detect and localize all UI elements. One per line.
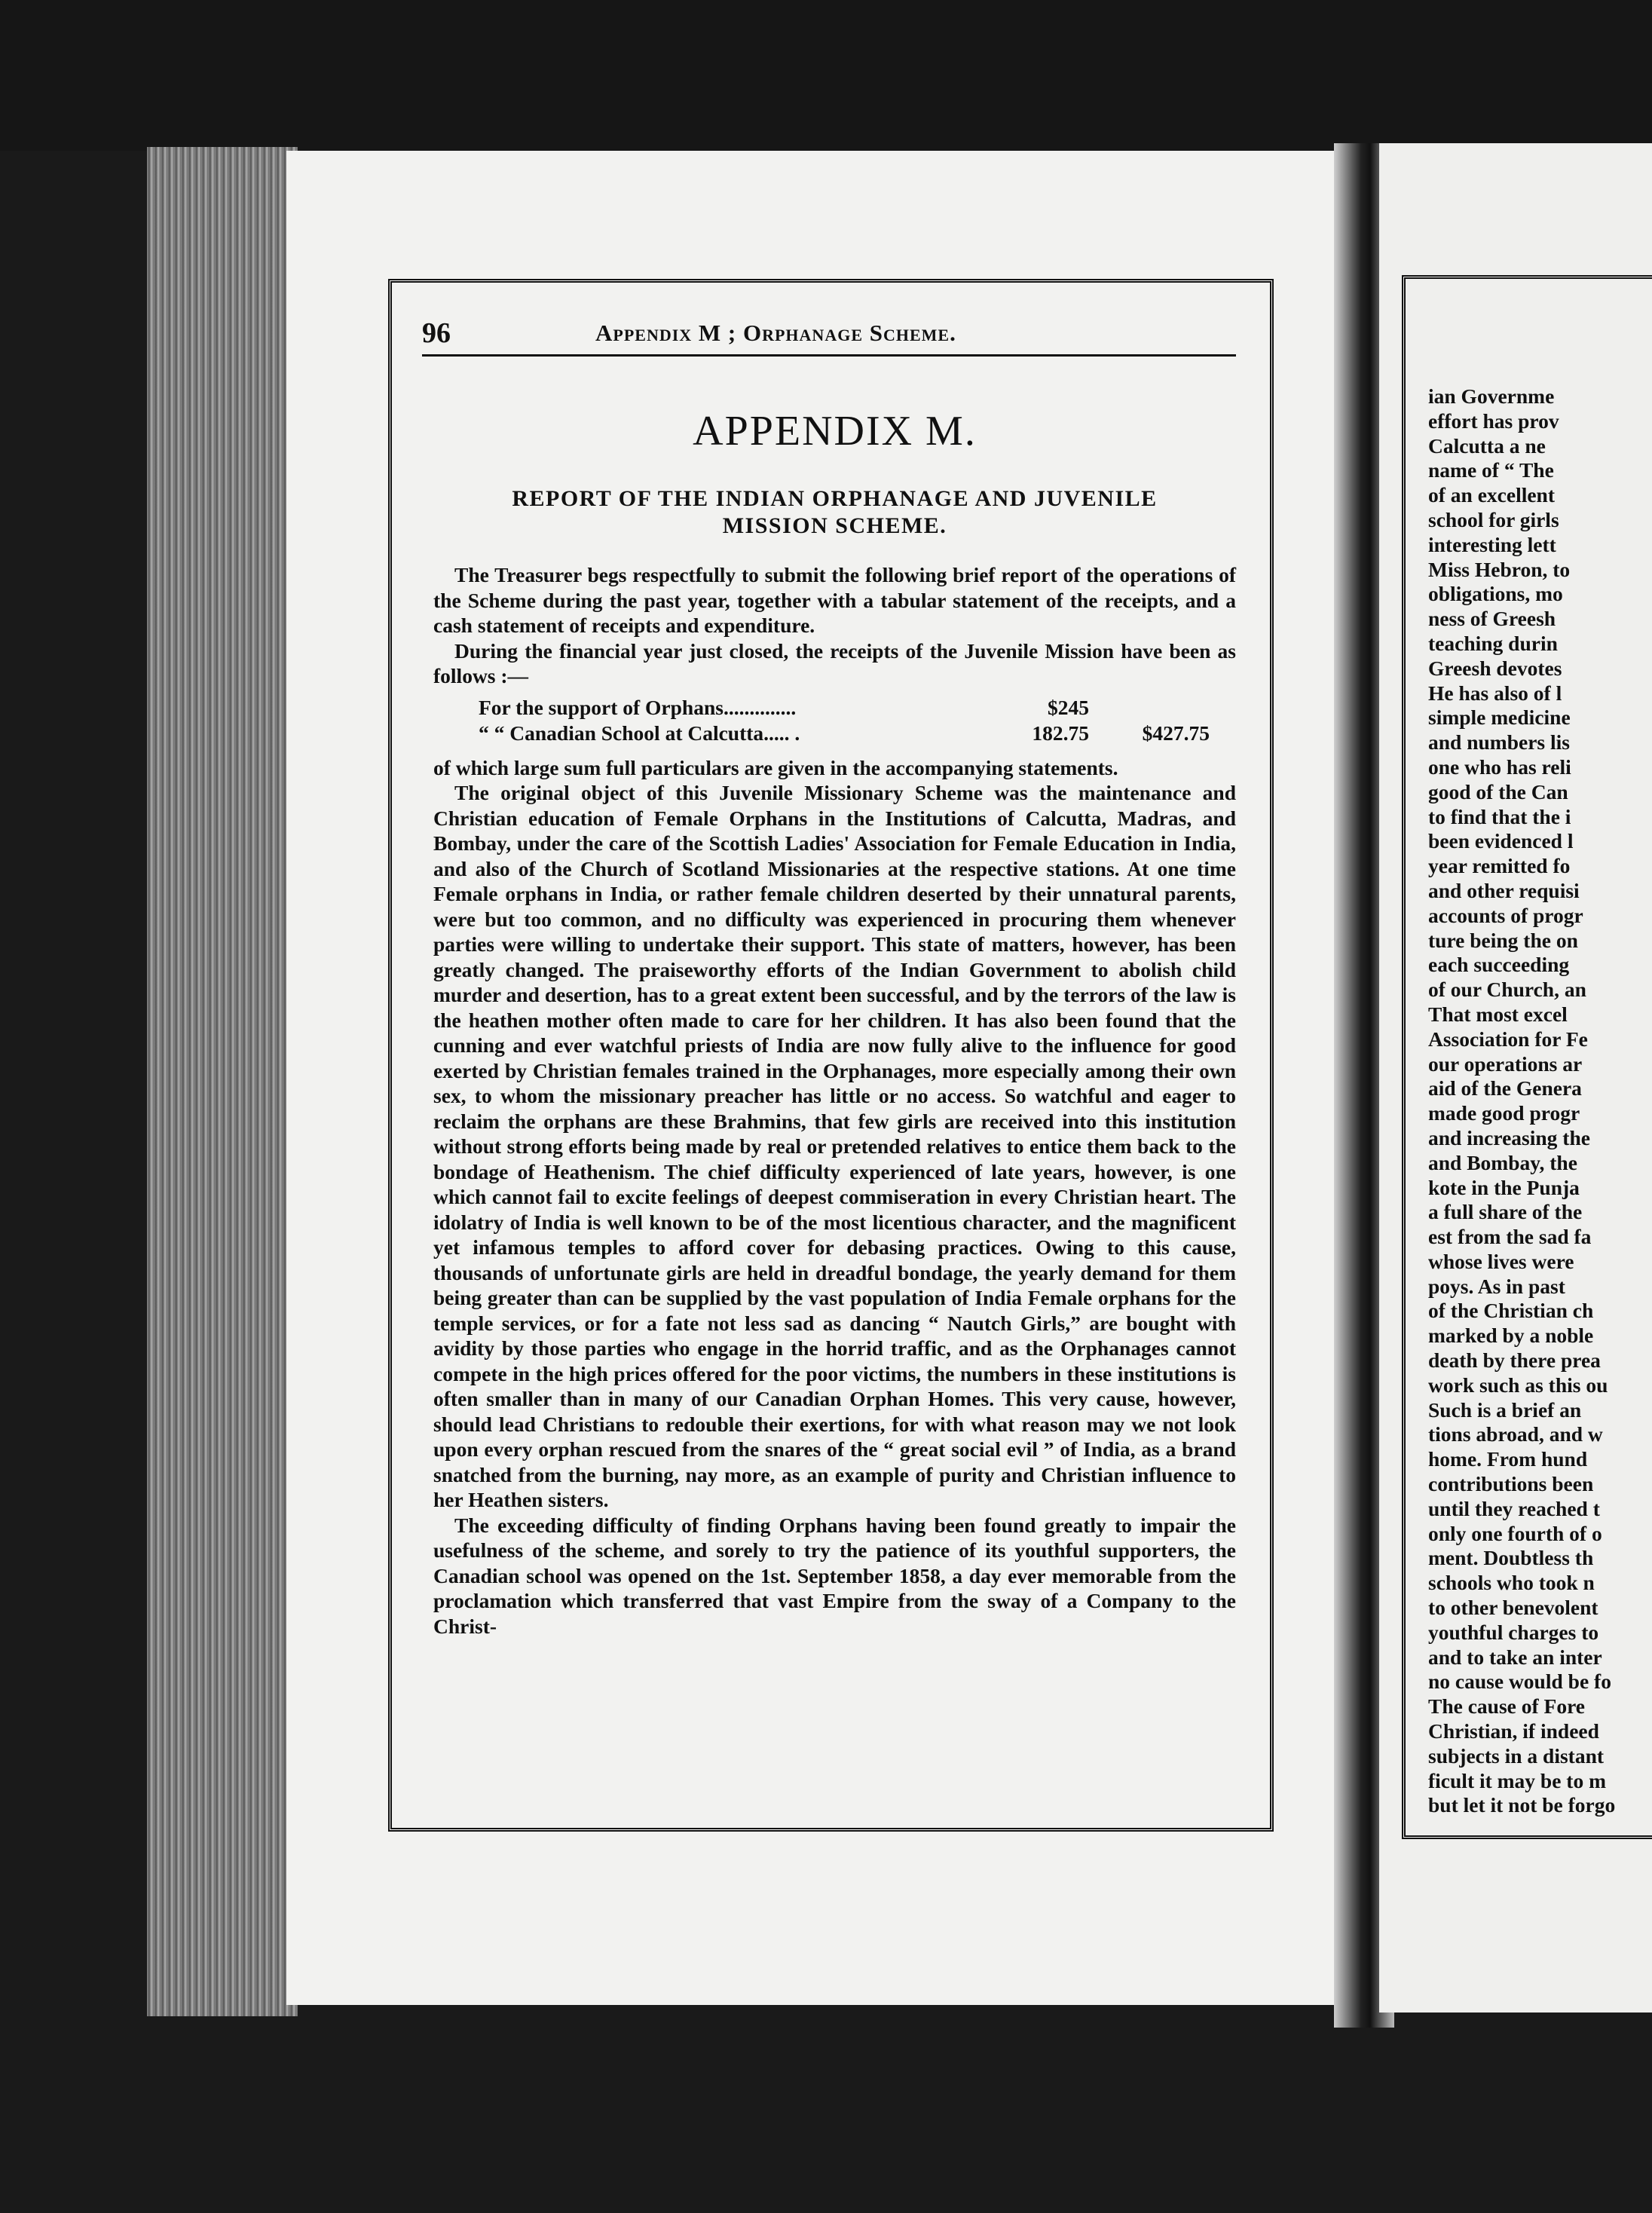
right-page-line: subjects in a distant: [1428, 1743, 1605, 1768]
right-page-line: of an excellent: [1428, 483, 1556, 507]
right-page-line: kote in the Punja: [1428, 1175, 1580, 1199]
appendix-title: APPENDIX M.: [693, 408, 977, 455]
running-title: Appendix M ; Orphanage Scheme.: [595, 320, 956, 346]
right-page-line: name of “ The: [1428, 458, 1554, 482]
right-page-line: and Bombay, the: [1428, 1150, 1577, 1174]
right-page-line: year remitted fo: [1428, 854, 1571, 878]
right-page-line: been evidenced l: [1428, 829, 1574, 853]
right-page-line: whose lives were: [1428, 1249, 1574, 1273]
right-page-line: only one fourth of o: [1428, 1521, 1602, 1545]
right-page-line: until they reached t: [1428, 1496, 1600, 1520]
right-page-line: interesting lett: [1428, 532, 1556, 556]
right-page-line: no cause would be fo: [1428, 1670, 1611, 1694]
right-page-line: He has also of l: [1428, 681, 1562, 705]
right-page-line: teaching durin: [1428, 631, 1558, 655]
paragraph-receipts-intro: During the financial year just closed, the receipts of the Juvenile Mission have been as follows :—: [433, 638, 1236, 687]
right-page-line: effort has prov: [1428, 409, 1559, 433]
right-page-line: work such as this ou: [1428, 1373, 1608, 1397]
right-page-line: contributions been: [1428, 1472, 1594, 1496]
paragraph-original-object: The original object of this Juvenile Missionary Scheme was the maintenance and Christian education of Female Orphans in the Institutions of Calcutta, Madras, and Bombay, under the care of the Scottish Ladies' Association for Female Education in India, and also of the Church of Scotland Missionaries at the respective stations. At one time Female orphans in India, or rather female children deserted by their unnatural parents, were but too common, and no difficulty was experienced in procuring them whenever parties were willing to undertake their support. This state of matters, however, has been greatly changed. The praiseworthy efforts of the Indian Government to abolish child murder and desertion, has to a great extent been successful, and by the terrors of the law is the heathen mother often made to care for her children. It has also been found that the cunning and ever watchful priests of India are now fully alive to the influence for good exerted by Christian females trained in the Orphanages, more especially among their own sex, to whom the missionary preacher has little or no access. So watchful and eager to reclaim the orphans are these Brahmins, that few girls are received into this institution without strong efforts being made by real or pretended relatives to entice them back to the bondage of Heathenism. The chief difficulty experienced of late years, however, is one which cannot fail to excite feelings of deepest commiseration in every Christian heart. The idolatry of India is well known to be of the most licentious character, and the magnificent yet infamous temples to afford cover for debasing practices. Owing to this cause, thousands of unfortunate girls are held in dreadful bondage, the yearly demand for them being greater than can be supplied by the vast population of India Female orphans for the temple services, or for a fate not less sad as dancing “ Nautch Girls,” are bought with avidity by those parties who engage in the horrid traffic, and as the Orphanages cannot compete in the high prices offered for the poor victims, the numbers in these institutions is often smaller than in many of our Canadian Orphan Homes. This very cause, however, should lead Christians to redouble their exertions, for with what reason may we not look upon every orphan rescued from the snares of the “ great social evil ” of India, as a brand snatched from the burning, nay more, as an example of purity and Christian influence to her Heathen sisters.: [433, 781, 1236, 1511]
right-page-line: Christian, if indeed: [1428, 1719, 1599, 1743]
paragraph-canadian-school: The exceeding difficulty of finding Orphans having been found greatly to impair the usefulness of the scheme, and sorely to try the patience of its youthful supporters, the Canadian school was opened on the 1st. September 1858, a day ever memorable from the proclamation which transferred that vast Empire from the sway of a Company to the Christ-: [433, 1513, 1236, 1638]
right-page-line: and increasing the: [1428, 1125, 1590, 1149]
right-page-line: The cause of Fore: [1428, 1694, 1585, 1719]
right-page-line: ness of Greesh: [1428, 607, 1556, 631]
right-page-line: school for girls: [1428, 507, 1559, 531]
right-page-line: to find that the i: [1428, 804, 1571, 828]
right-page-line: made good progr: [1428, 1101, 1580, 1125]
right-page-line: schools who took n: [1428, 1571, 1595, 1595]
page-number: 96: [422, 317, 451, 349]
right-page-line: and other requisi: [1428, 878, 1580, 902]
right-page-line: Such is a brief an: [1428, 1397, 1582, 1422]
right-page-line: death by there prea: [1428, 1348, 1601, 1373]
right-page-line: marked by a noble: [1428, 1324, 1594, 1348]
right-page-line: and to take an inter: [1428, 1645, 1602, 1669]
right-page-line: Calcutta a ne: [1428, 433, 1546, 458]
right-page-line: poys. As in past: [1428, 1274, 1565, 1298]
receipt-label: For the support of Orphans..............: [479, 695, 797, 719]
header-rule: [422, 354, 1236, 357]
right-page-line: ian Governme: [1428, 384, 1555, 408]
right-page-line: youthful charges to: [1428, 1620, 1599, 1644]
right-page-line: to other benevolent: [1428, 1596, 1598, 1620]
receipts-list: [479, 695, 1236, 746]
right-page-line: tions abroad, and w: [1428, 1422, 1603, 1446]
receipt-amount: $245: [1048, 695, 1089, 719]
right-page-line: simple medicine: [1428, 706, 1571, 730]
right-page-line: ture being the on: [1428, 928, 1578, 952]
right-page-line: our operations ar: [1428, 1051, 1583, 1076]
right-page-line: ment. Doubtless th: [1428, 1546, 1594, 1570]
right-page-line: a full share of the: [1428, 1200, 1583, 1224]
right-page-line: Greesh devotes: [1428, 656, 1562, 680]
page-content: [433, 392, 1236, 1639]
right-page: [1379, 143, 1652, 2013]
right-page-line: each succeeding: [1428, 953, 1570, 977]
receipt-total: $427.75: [1142, 721, 1210, 745]
right-page-line: of the Christian ch: [1428, 1299, 1594, 1323]
paragraph-particulars: of which large sum full particulars are given in the accompanying statements.: [433, 755, 1118, 779]
right-page-line: and numbers lis: [1428, 730, 1570, 755]
scan-background: [0, 0, 1652, 151]
right-page-line: good of the Can: [1428, 779, 1568, 803]
right-page-line: ficult it may be to m: [1428, 1768, 1606, 1792]
report-title: REPORT OF THE INDIAN ORPHANAGE AND JUVENILE MISSION SCHEME.: [512, 486, 1158, 538]
right-page-text: [1428, 384, 1652, 1818]
right-page-line: home. From hund: [1428, 1447, 1588, 1471]
right-page-line: Association for Fe: [1428, 1027, 1588, 1051]
receipt-row: [479, 721, 1236, 746]
right-page-line: obligations, mo: [1428, 582, 1563, 606]
receipt-total: [1089, 695, 1210, 721]
right-page-line: one who has reli: [1428, 755, 1571, 779]
right-page-line: est from the sad fa: [1428, 1225, 1592, 1249]
right-page-line: That most excel: [1428, 1002, 1568, 1026]
paragraph-intro: The Treasurer begs respectfully to submit the following brief report of the operations of the Scheme during the past year, together with a tabular statement of the receipts, and a cash statement of receipts and expenditure.: [433, 563, 1236, 637]
receipt-row: [479, 695, 1236, 721]
receipt-amount: 182.75: [1032, 721, 1089, 745]
receipt-label: “ “ Canadian School at Calcutta..... .: [479, 721, 800, 745]
right-page-line: accounts of progr: [1428, 903, 1583, 927]
right-page-line: aid of the Genera: [1428, 1076, 1582, 1100]
right-page-line: but let it not be forgo: [1428, 1793, 1616, 1817]
book-page-edges: [147, 147, 298, 2016]
right-page-line: of our Church, an: [1428, 978, 1586, 1002]
right-page-line: Miss Hebron, to: [1428, 557, 1571, 581]
